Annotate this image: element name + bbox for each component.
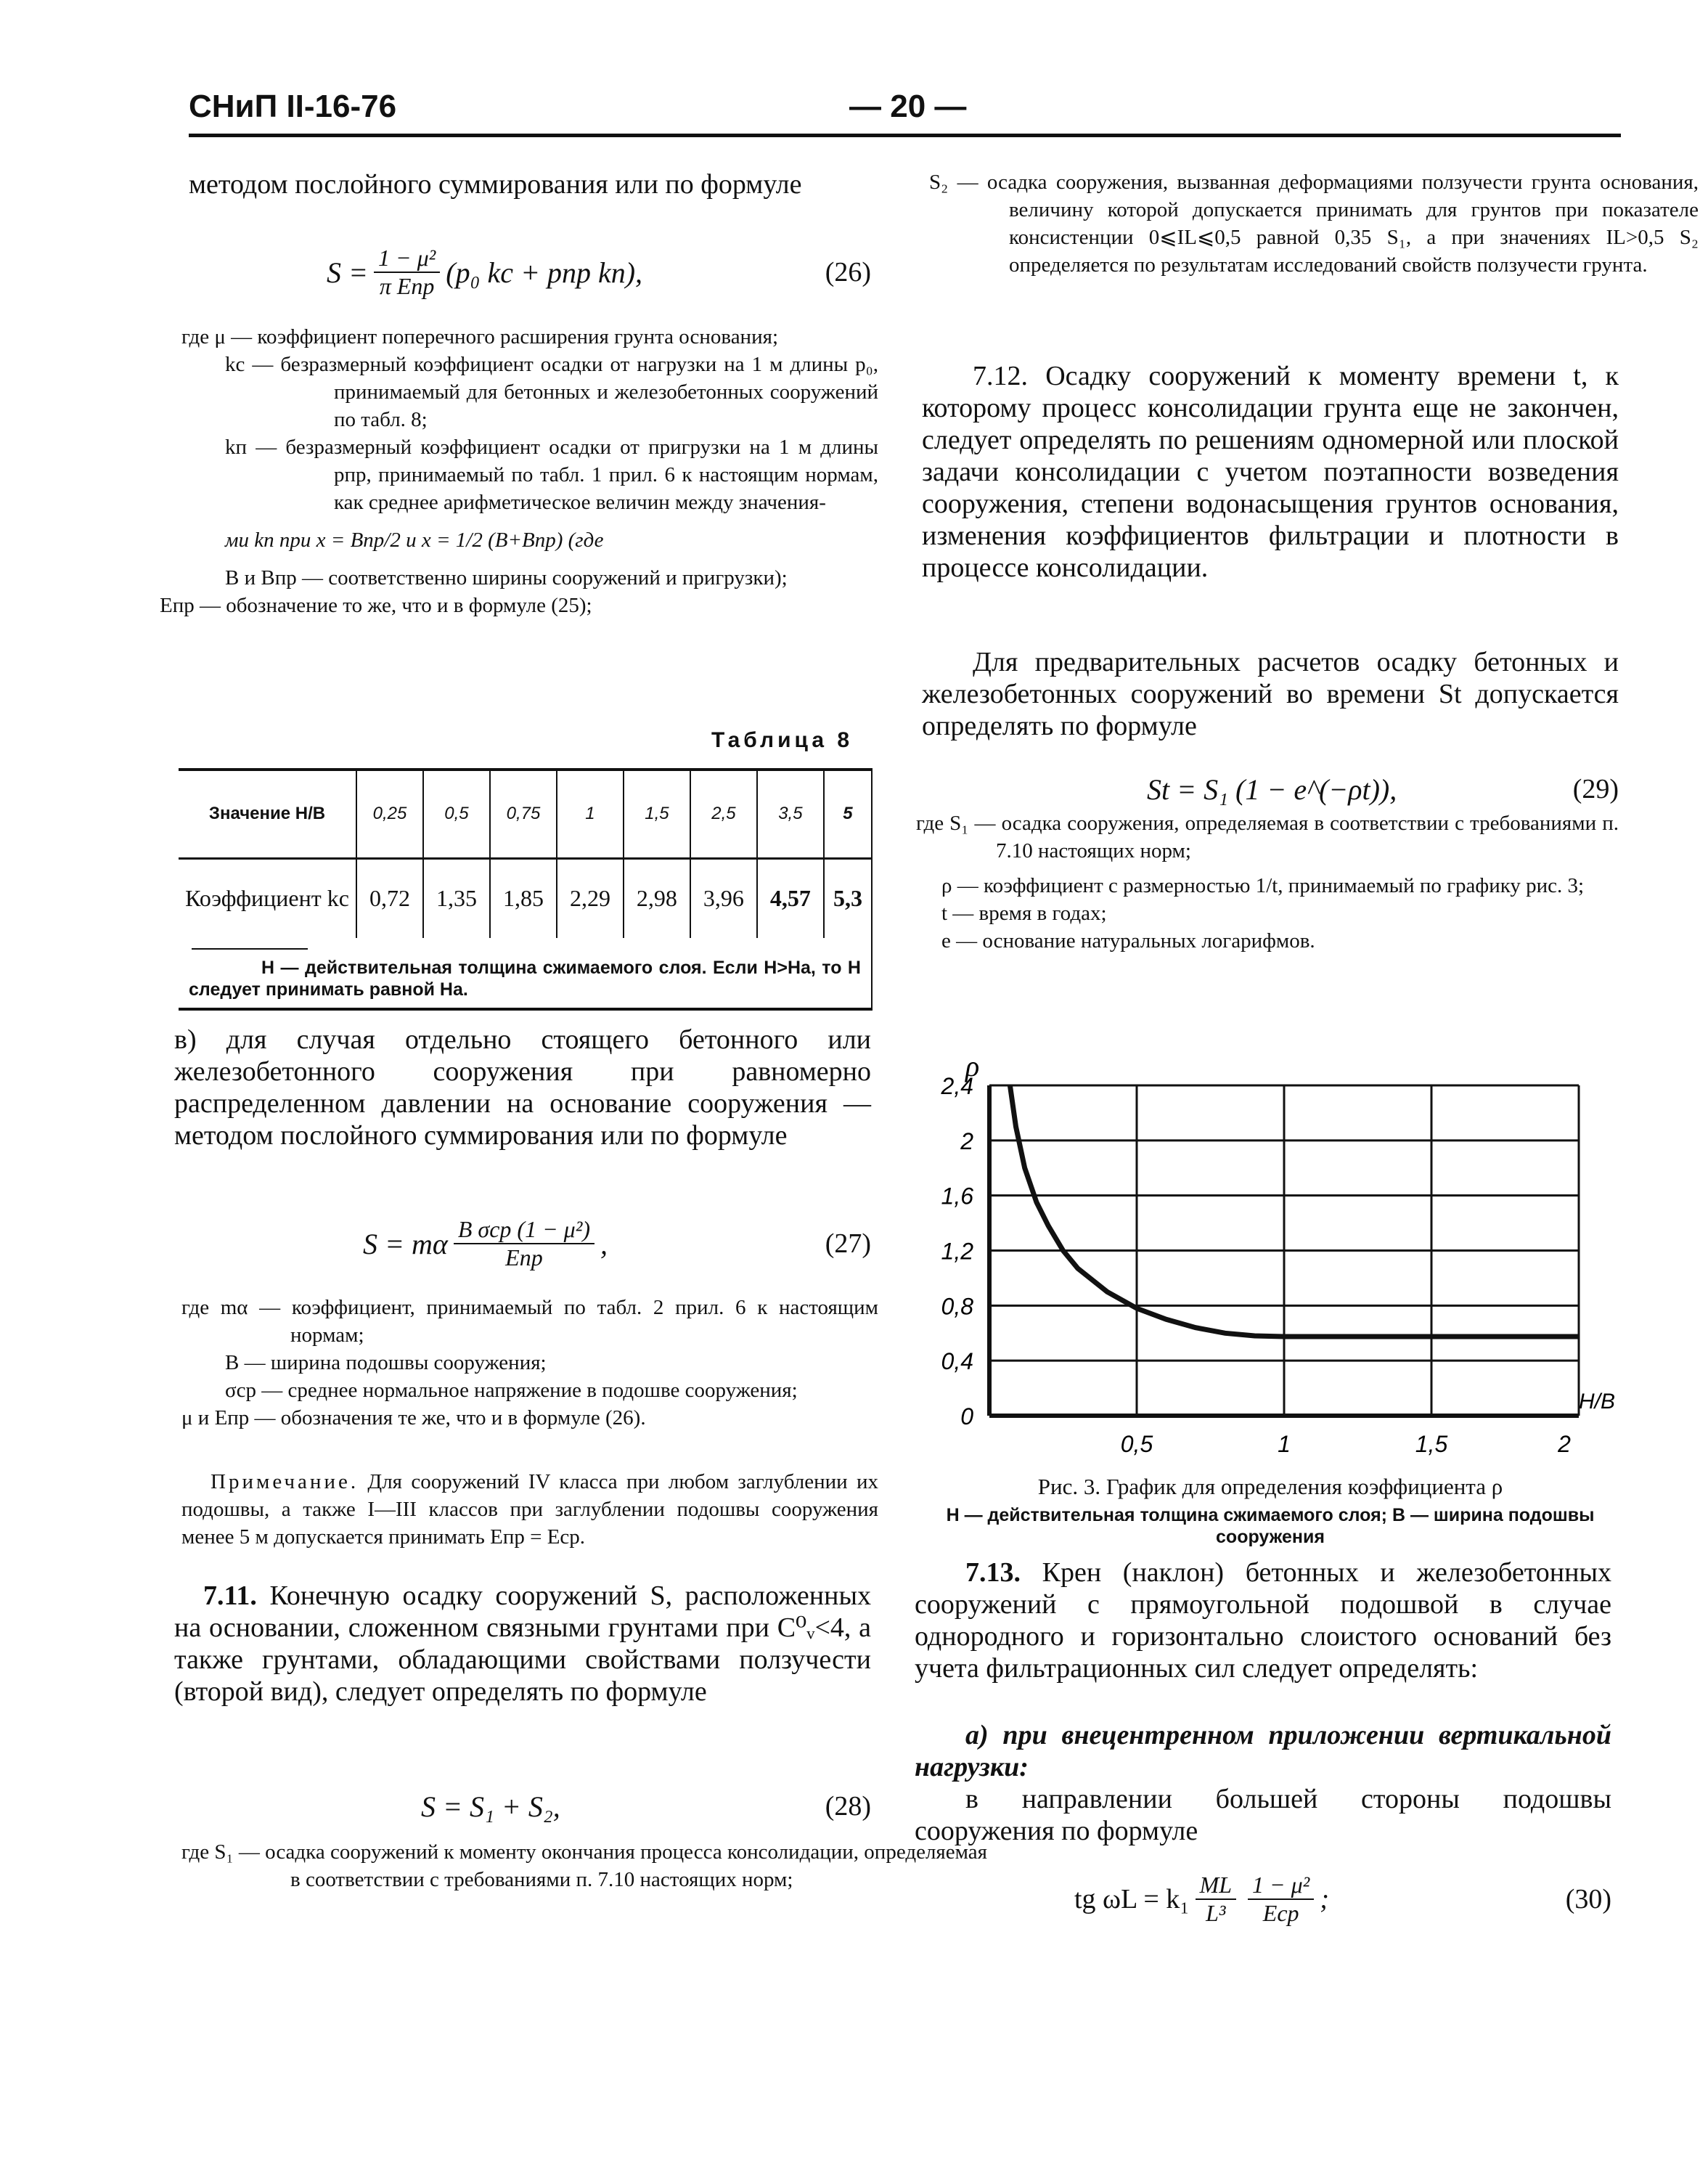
formula-27: S = mα $\frac{\text{B σср (1 − μ²)}}{\text{Eпр}}$ , (27): [363, 1216, 871, 1270]
f26-lhs: S =: [327, 256, 368, 289]
rho-chart: [922, 1038, 1619, 1474]
paragraph-v: в) для случая отдельно стоящего бетонного или железобетонного сооружения при равномерно распределенном давлении на основание сооружения — методом послойного суммирования или по формуле: [174, 1024, 871, 1151]
hb-cell: 1,5: [624, 771, 690, 858]
def-t: t — время в годах;: [941, 902, 1107, 925]
y-tick-label: 0,4: [941, 1348, 973, 1375]
x-tick-label: 1: [1278, 1431, 1291, 1457]
kc-cell: 4,57: [757, 858, 824, 938]
f27-number: (27): [825, 1228, 871, 1259]
header-rule: [189, 134, 1621, 137]
paragraph-7-12: [922, 360, 1619, 584]
hb-cell: 0,75: [490, 771, 557, 858]
figure-caption: Рис. 3. График для определения коэффициента ρ: [1037, 1474, 1503, 1499]
kc-cell: 1,85: [490, 858, 557, 938]
f30-den1: L³: [1206, 1900, 1226, 1926]
f30-lhs: tg ωL = k₁: [1074, 1884, 1190, 1914]
paragraph-7-13a: а) при внецентренном приложении вертикальной нагрузки:: [915, 1720, 1611, 1782]
paragraph-7-11: [174, 1580, 871, 1708]
def-sigma: σср — среднее нормальное напряжение в подошве сооружения;: [225, 1379, 798, 1402]
kc-cell: 1,35: [423, 858, 490, 938]
section-number-7-13: 7.13.: [965, 1557, 1021, 1588]
def-kp-formula: ми kп при x = Bпр/2 и x = 1/2 (B+Bпр) (где: [225, 529, 604, 552]
f27-lhs: S = mα: [363, 1227, 448, 1260]
f26-num: 1 − μ²: [374, 245, 440, 273]
f28-number: (28): [825, 1791, 871, 1822]
x-tick-label: 1,5: [1415, 1431, 1448, 1457]
formula-30: [915, 1863, 1611, 1936]
paragraph-7-12-text: Осадку сооружений к моменту времени t, к которому процесс консолидации грунта еще не закончен, следует определять по решениям одномерной или плоской задачи консолидации с учетом поэтапности возведения сооружения, степени водонасыщения грунтов основания, изменения коэффициентов фильтрации и плотности в процессе консолидации.: [922, 361, 1619, 583]
f30-num2: 1 − μ²: [1248, 1872, 1314, 1900]
where-27: [181, 1294, 878, 1432]
y-tick-label: 2,4: [941, 1073, 973, 1099]
def-epr: Eпр — обозначение то же, что и в формуле (25);: [160, 594, 592, 617]
f27-fraction: [454, 1216, 594, 1271]
chart-ticks: [941, 1073, 1572, 1457]
hb-cell: 0,5: [423, 771, 490, 858]
f30-fraction-1: [1196, 1872, 1236, 1927]
def-mu-epr: μ и Eпр — обозначения те же, что и в формуле (26).: [181, 1406, 646, 1429]
note-text: Для сооружений IV класса при любом заглублении их подошвы, а также I—III классов при заглублении подошвы сооружения менее 5 м допускается принимать Eпр = Eср.: [181, 1470, 878, 1549]
kc-cell: 0,72: [356, 858, 423, 938]
def-kc: kс — безразмерный коэффициент осадки от нагрузки на 1 м длины p₀, принимаемый для бетонных и железобетонных сооружений по табл. 8;: [225, 353, 878, 431]
def-s2: S₂ — осадка сооружения, вызванная деформациями ползучести грунта основания, величину которой допускается принимать для грунтов при показателе консистенции 0⩽IL⩽0,5 равной 0,35 S₁, а при значениях IL>0,5 S₂ определяется по результатам исследований свойств ползучести грунта.: [929, 171, 1699, 277]
where-29: [916, 809, 1619, 955]
x-axis-label: H/B: [1579, 1390, 1616, 1414]
row-label-hb: Значение H/B: [208, 804, 326, 824]
def-e: e — основание натуральных логарифмов.: [941, 929, 1315, 953]
section-number-7-11: 7.11.: [203, 1581, 257, 1611]
hb-cell: 5: [824, 771, 871, 858]
def-b27: B — ширина подошвы сооружения;: [225, 1351, 547, 1374]
page-number: — 20 —: [849, 89, 967, 124]
f27-num: B σср (1 − μ²): [454, 1216, 594, 1244]
def-mu: где μ — коэффициент поперечного расширения грунта основания;: [181, 325, 778, 348]
section-number-7-12: 7.12.: [973, 361, 1028, 391]
table-title: Таблица 8: [711, 728, 854, 752]
f27-den: Eпр: [505, 1244, 543, 1270]
hb-cell: 2,5: [690, 771, 757, 858]
y-tick-label: 0,8: [941, 1293, 973, 1320]
paragraph-7-12b: Для предварительных расчетов осадку бетонных и железобетонных сооружений во времени St допускается определять по формуле: [922, 647, 1619, 741]
f30-num1: ML: [1196, 1872, 1236, 1900]
f30-fraction-2: [1248, 1872, 1314, 1927]
y-tick-label: 1,6: [941, 1183, 973, 1210]
table-8: [179, 768, 873, 1011]
f26-den: π Eпр: [379, 273, 435, 299]
rho-curve: [1010, 1085, 1579, 1337]
document-code: СНиП II-16-76: [189, 89, 397, 124]
def-kp: kп — безразмерный коэффициент осадки от пригрузки на 1 м длины pпр, принимаемый по табл. 1 прил. 6 к настоящим нормам, как среднее арифметическое величин между значения-: [225, 436, 878, 514]
note-rule: [192, 948, 308, 950]
note-block: [181, 1468, 878, 1551]
paragraph-7-13-text: Крен (наклон) бетонных и железобетонных сооружений с прямоугольной подошвой в случае однородного и горизонтально слоистого оснований без учета фильтрационных сил следует определять:: [915, 1557, 1611, 1684]
y-axis-label: ρ: [965, 1050, 980, 1082]
f26-rhs: (p₀ kс + pпр kп),: [446, 256, 643, 289]
paragraph-7-13b: в направлении большей стороны подошвы сооружения по формуле: [915, 1784, 1611, 1846]
paragraph-7-11-text: Конечную осадку сооружений S, расположенных на основании, сложенном связными грунтами при C⁰ᵥ<4, а также грунтами, обладающими свойствами ползучести (второй вид), следует определять по формуле: [174, 1581, 872, 1707]
f30-number: (30): [1565, 1884, 1611, 1914]
f26-fraction: [374, 245, 440, 300]
def-b: B и Bпр — соответственно ширины сооружений и пригрузки);: [225, 566, 788, 590]
chart-grid: [989, 1085, 1579, 1416]
table-row-kc: [179, 858, 871, 938]
f29-expr: St = S₁ (1 − e^(−ρt)),: [1147, 772, 1397, 806]
y-tick-label: 2: [960, 1127, 973, 1154]
kc-cell: 5,3: [824, 858, 871, 938]
kc-cell: 2,98: [624, 858, 690, 938]
formula-29: [922, 771, 1619, 807]
y-tick-label: 1,2: [941, 1238, 973, 1265]
hb-cell: 0,25: [356, 771, 423, 858]
note-label: Примечание.: [211, 1470, 359, 1493]
x-tick-label: 0,5: [1120, 1431, 1153, 1457]
paragraph-7-13: [915, 1557, 1611, 1684]
kc-cell: 3,96: [690, 858, 757, 938]
def-ma: где mα — коэффициент, принимаемый по табл. 2 прил. 6 к настоящим нормам;: [181, 1296, 878, 1347]
f28-expr: S = S₁ + S₂,: [421, 1790, 560, 1823]
f30-tail: ;: [1320, 1884, 1329, 1914]
def-s1: где S₁ — осадка сооружения, определяемая в соответствии с требованиями п. 7.10 настоящих норм;: [916, 812, 1619, 862]
hb-cell: 1: [557, 771, 624, 858]
f29-number: (29): [1572, 774, 1619, 804]
formula-28: [189, 1785, 871, 1828]
formula-26: [189, 243, 871, 301]
y-tick-label: 0: [960, 1403, 973, 1429]
x-tick-label: 2: [1558, 1431, 1571, 1457]
table-row-hb: [179, 771, 871, 858]
figure-subcaption: H — действительная толщина сжимаемого слоя; B — ширина подошвы сооружения: [946, 1505, 1595, 1547]
f26-number: (26): [825, 257, 871, 287]
where-26: [160, 323, 878, 619]
where-28: где S₁ — осадка сооружений к моменту окончания процесса консолидации, определяемая в соответствии с требованиями п. 7.10 настоящих норм;: [181, 1840, 987, 1891]
intro-text: методом послойного суммирования или по формуле: [189, 169, 802, 200]
table-note: H — действительная толщина сжимаемого слоя. Если H>Hа, то H следует принимать равной Hа.: [189, 958, 861, 1000]
def-rho: ρ — коэффициент с размерностью 1/t, принимаемый по графику рис. 3;: [941, 874, 1585, 897]
row-label-kc: Коэффициент kс: [185, 885, 349, 912]
hb-cell: 3,5: [757, 771, 824, 858]
kc-cell: 2,29: [557, 858, 624, 938]
f30-den2: Eср: [1262, 1900, 1299, 1926]
